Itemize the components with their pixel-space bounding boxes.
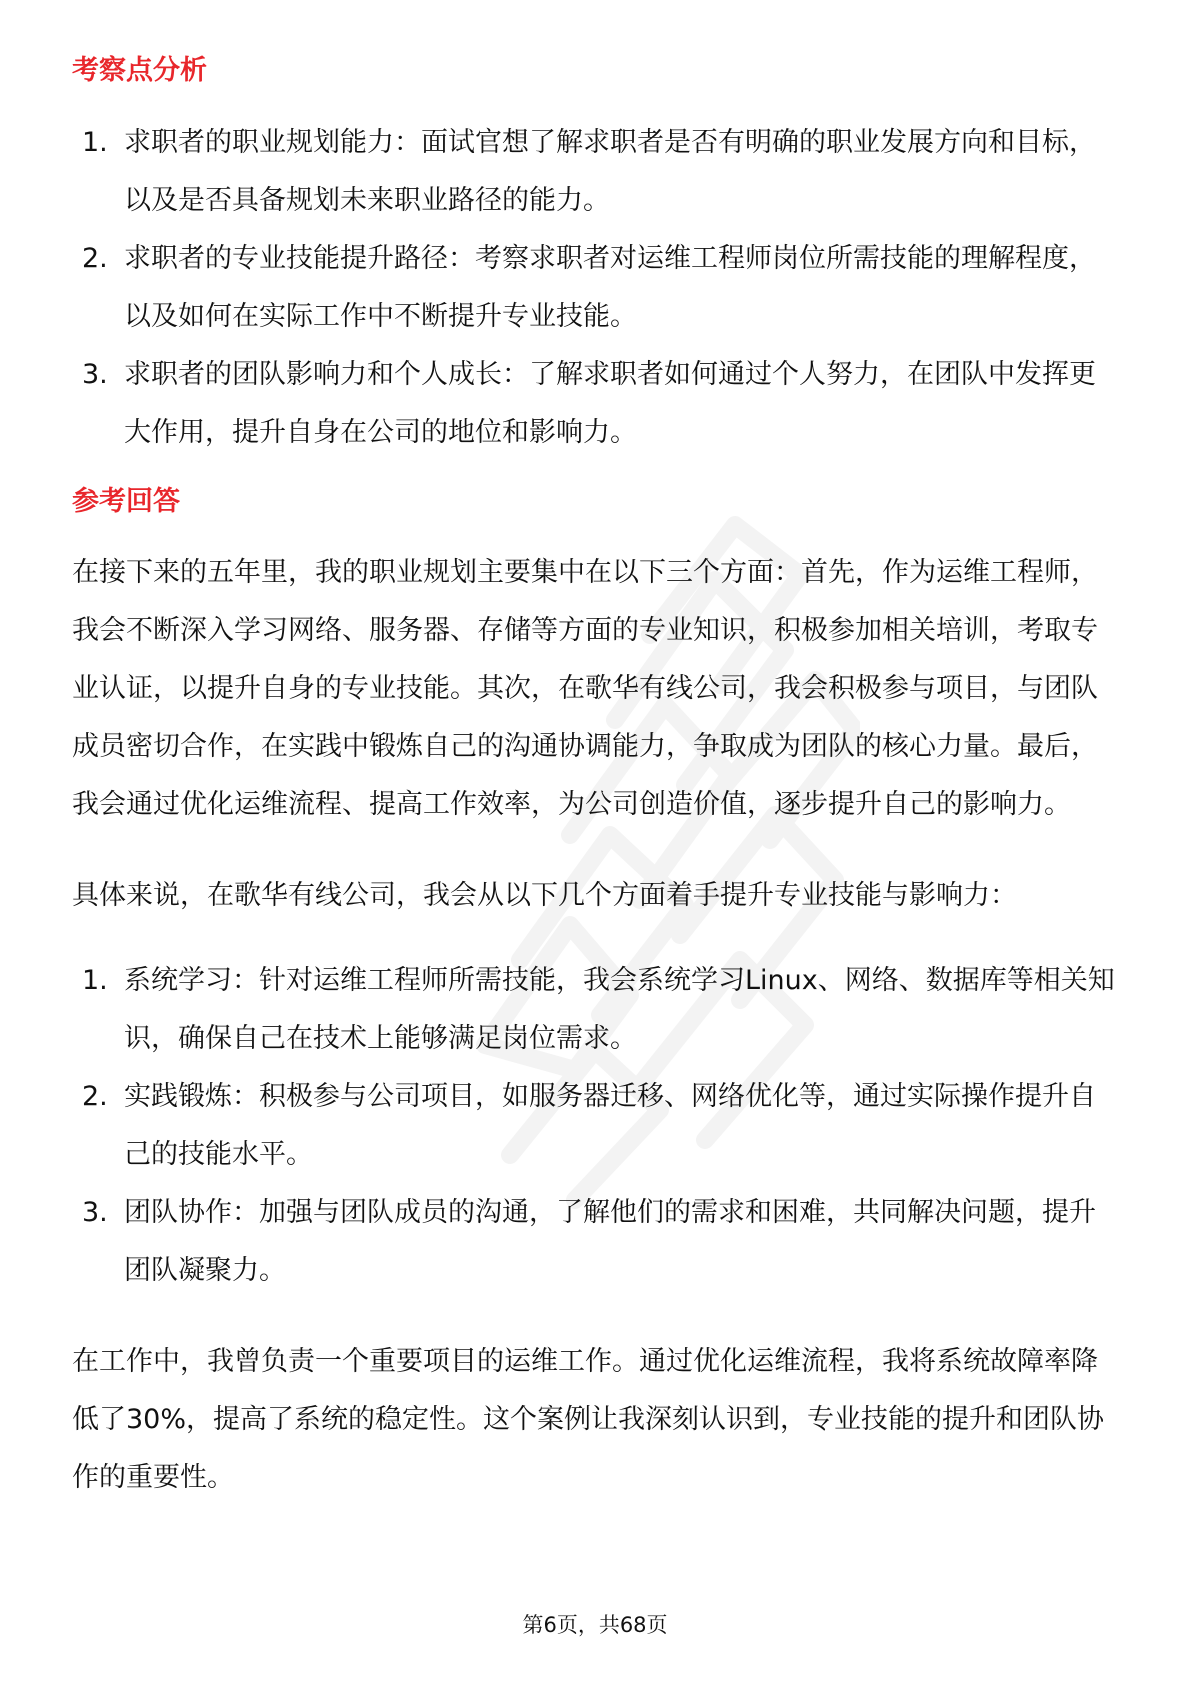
list-number: 2. — [82, 243, 108, 274]
list-text: 团队协作：加强与团队成员的沟通，了解他们的需求和困难，共同解决问题，提升团队凝聚力。 — [124, 1197, 1096, 1286]
list-number: 3. — [82, 1197, 108, 1228]
list-text: 系统学习：针对运维工程师所需技能，我会系统学习Linux、网络、数据库等相关知识，确保自己在技术上能够满足岗位需求。 — [124, 965, 1115, 1054]
list-item — [72, 952, 1122, 1068]
list-item — [72, 230, 1122, 346]
list-number: 2. — [82, 1081, 108, 1112]
list-item — [72, 114, 1122, 230]
analysis-list — [72, 114, 1122, 462]
section-title-reference: 参考回答 — [72, 486, 180, 517]
list-text: 求职者的专业技能提升路径：考察求职者对运维工程师岗位所需技能的理解程度，以及如何在实际工作中不断提升专业技能。 — [124, 243, 1096, 332]
plan-list — [72, 952, 1122, 1300]
list-number: 1. — [82, 127, 108, 158]
reference-paragraph: 在接下来的五年里，我的职业规划主要集中在以下三个方面：首先，作为运维工程师，我会不断深入学习网络、服务器、存储等方面的专业知识，积极参加相关培训，考取专业认证，以提升自身的专业技能。其次，在歌华有线公司，我会积极参与项目，与团队成员密切合作，在实践中锻炼自己的沟通协调能力，争取成为团队的核心力量。最后，我会通过优化运维流程、提高工作效率，为公司创造价值，逐步提升自己的影响力。 — [72, 557, 1098, 820]
list-text: 求职者的职业规划能力：面试官想了解求职者是否有明确的职业发展方向和目标，以及是否具备规划未来职业路径的能力。 — [124, 127, 1096, 216]
list-item — [72, 1068, 1122, 1184]
reference-paragraph: 具体来说，在歌华有线公司，我会从以下几个方面着手提升专业技能与影响力： — [72, 880, 1017, 911]
list-item — [72, 346, 1122, 462]
reference-paragraph: 在工作中，我曾负责一个重要项目的运维工作。通过优化运维流程，我将系统故障率降低了30%，提高了系统的稳定性。这个案例让我深刻认识到，专业技能的提升和团队协作的重要性。 — [72, 1346, 1105, 1493]
list-item — [72, 1184, 1122, 1300]
list-number: 3. — [82, 359, 108, 390]
section-title-analysis: 考察点分析 — [72, 55, 207, 86]
page-footer: 第6页，共68页 — [522, 1613, 668, 1637]
list-number: 1. — [82, 965, 108, 996]
list-text: 求职者的团队影响力和个人成长：了解求职者如何通过个人努力，在团队中发挥更大作用，提升自身在公司的地位和影响力。 — [124, 359, 1096, 448]
main-content — [72, 40, 1122, 1507]
list-text: 实践锻炼：积极参与公司项目，如服务器迁移、网络优化等，通过实际操作提升自己的技能水平。 — [124, 1081, 1096, 1170]
